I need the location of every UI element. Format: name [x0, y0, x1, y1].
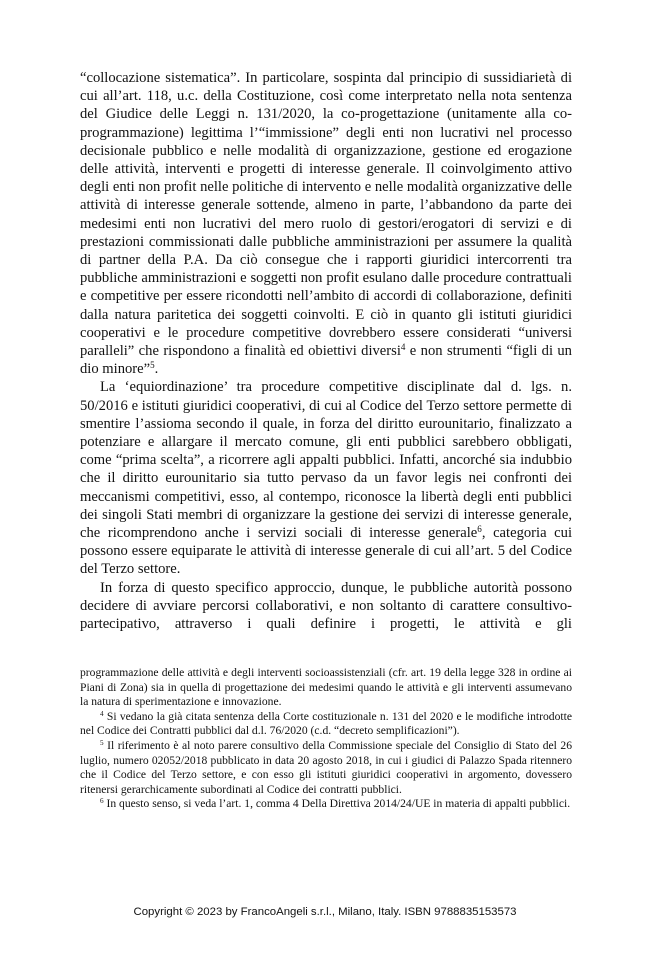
- footnotes: [80, 666, 572, 812]
- footnote-4-text: Si vedano la già citata sentenza della Corte costituzionale n. 131 del 2020 e le modifiche introdotte nel Codice dei Contratti pubblici dal d.l. 76/2020 (c.d. “decreto semplificazioni”).: [80, 709, 572, 738]
- footnote-3-continuation: programmazione delle attività e degli interventi socioassistenziali (cfr. art. 19 della legge 328 in ordine ai Piani di Zona) sia in quella di progettazione dei medesimi quando le attività e gli interventi assumevano la natura di sperimentazione e innovazione.: [80, 666, 572, 709]
- paragraph-3: In forza di questo specifico approccio, dunque, le pubbliche autorità possono decidere di avviare percorsi collaborativi, e non soltanto di carattere consultivo-partecipativo, attraverso i quali definire i progetti, le attività e gli: [80, 579, 572, 633]
- paragraph-1-text: “collocazione sistematica”. In particolare, sospinta dal principio di sussidiarietà di cui all’art. 118, u.c. della Costituzione, così come interpretato nella nota sentenza del Giudice delle Leggi n. 131/2020, la co-progettazione (unitamente alla co-programmazione) legittima l’“immissione” degli enti non lucrativi nel processo decisionale pubblico e nelle modalità di organizzazione, gestione ed erogazione delle attività, interventi e progetti di interesse generale. Il coinvolgimento attivo degli enti non profit nelle politiche di intervento e nelle modalità organizzative delle attività di interesse generale sottende, almeno in parte, l’abbandono da parte dei medesimi enti non lucrativi del mero ruolo di gestori/erogatori di servizi e di prestazioni commissionati dalle pubbliche amministrazioni per assumere la qualità di partner della P.A. Da ciò consegue che i rapporti giuridici intercorrenti tra pubbliche amministrazioni e soggetti non profit esulano dalle procedure contrattuali e competitive per essere ricondotti nell’ambito di accordi di collaborazione, definiti dalla natura paritetica dei soggetti coinvolti. E ciò in quanto gli istituti giuridici cooperativi e le procedure competitive dovrebbero essere considerati “universi paralleli” che rispondono a finalità ed obiettivi diversi: [80, 70, 572, 360]
- copyright-notice: Copyright © 2023 by FrancoAngeli s.r.l., Milano, Italy. ISBN 9788835153573: [133, 906, 517, 918]
- footnote-6-text: In questo senso, si veda l’art. 1, comma 4 Della Direttiva 2014/24/UE in materia di appalti pubblici.: [103, 797, 571, 811]
- footnote-5-number: 5: [100, 739, 104, 748]
- paragraph-2: [80, 378, 572, 578]
- footnote-6: [80, 797, 572, 812]
- footnote-5-text: Il riferimento è al noto parere consultivo della Commissione speciale del Consiglio di Stato del 26 luglio, numero 02052/2018 pubblicato in data 20 agosto 2018, in cui i giudici di Palazzo Spada ritennero che il Codice del Terzo settore, e con esso gli istituti giuridici cooperativi in argomento, dovessero ritenersi gerarchicamente subordinati al Codice dei contratti pubblici.: [80, 738, 572, 796]
- footnote-5: [80, 739, 572, 797]
- footnote-6-number: 6: [100, 797, 104, 806]
- paragraph-1-end: .: [154, 361, 159, 378]
- main-text: [80, 69, 572, 633]
- footnote-4-number: 4: [100, 709, 104, 718]
- footnote-ref-4[interactable]: 4: [400, 342, 406, 353]
- paragraph-2-text-cont: , categoria cui possono essere equiparate le attività di interesse generale di cui all’art. 5 del Codice del Terzo settore.: [80, 525, 573, 578]
- footnote-4: [80, 710, 572, 739]
- paragraph-2-text: La ‘equiordinazione’ tra procedure competitive disciplinate dal d. lgs. n. 50/2016 e istituti giuridici cooperativi, di cui al Codice del Terzo settore permette di smentire l’assioma secondo il quale, in forza del diritto eurounitario, finalizzato a potenziare e allargare il mercato comune, gli enti pubblici sarebbero obbligati, come “prima scelta”, a ricorrere agli appalti pubblici. Infatti, ancorché sia indubbio che il diritto eurounitario sia tutto pervaso da un favor legis nei confronti dei meccanismi competitivi, esso, al contempo, riconosce la libertà degli enti pubblici dei singoli Stati membri di organizzare la gestione dei servizi di interesse generale, che ricomprendono anche i servizi sociali di interesse generale: [80, 379, 572, 542]
- paragraph-1: [80, 69, 572, 378]
- footnote-ref-5[interactable]: 5: [150, 360, 155, 371]
- paragraph-1-text-cont: e non strumenti “figli di un dio minore”: [80, 343, 572, 378]
- footnote-ref-6[interactable]: 6: [477, 524, 482, 535]
